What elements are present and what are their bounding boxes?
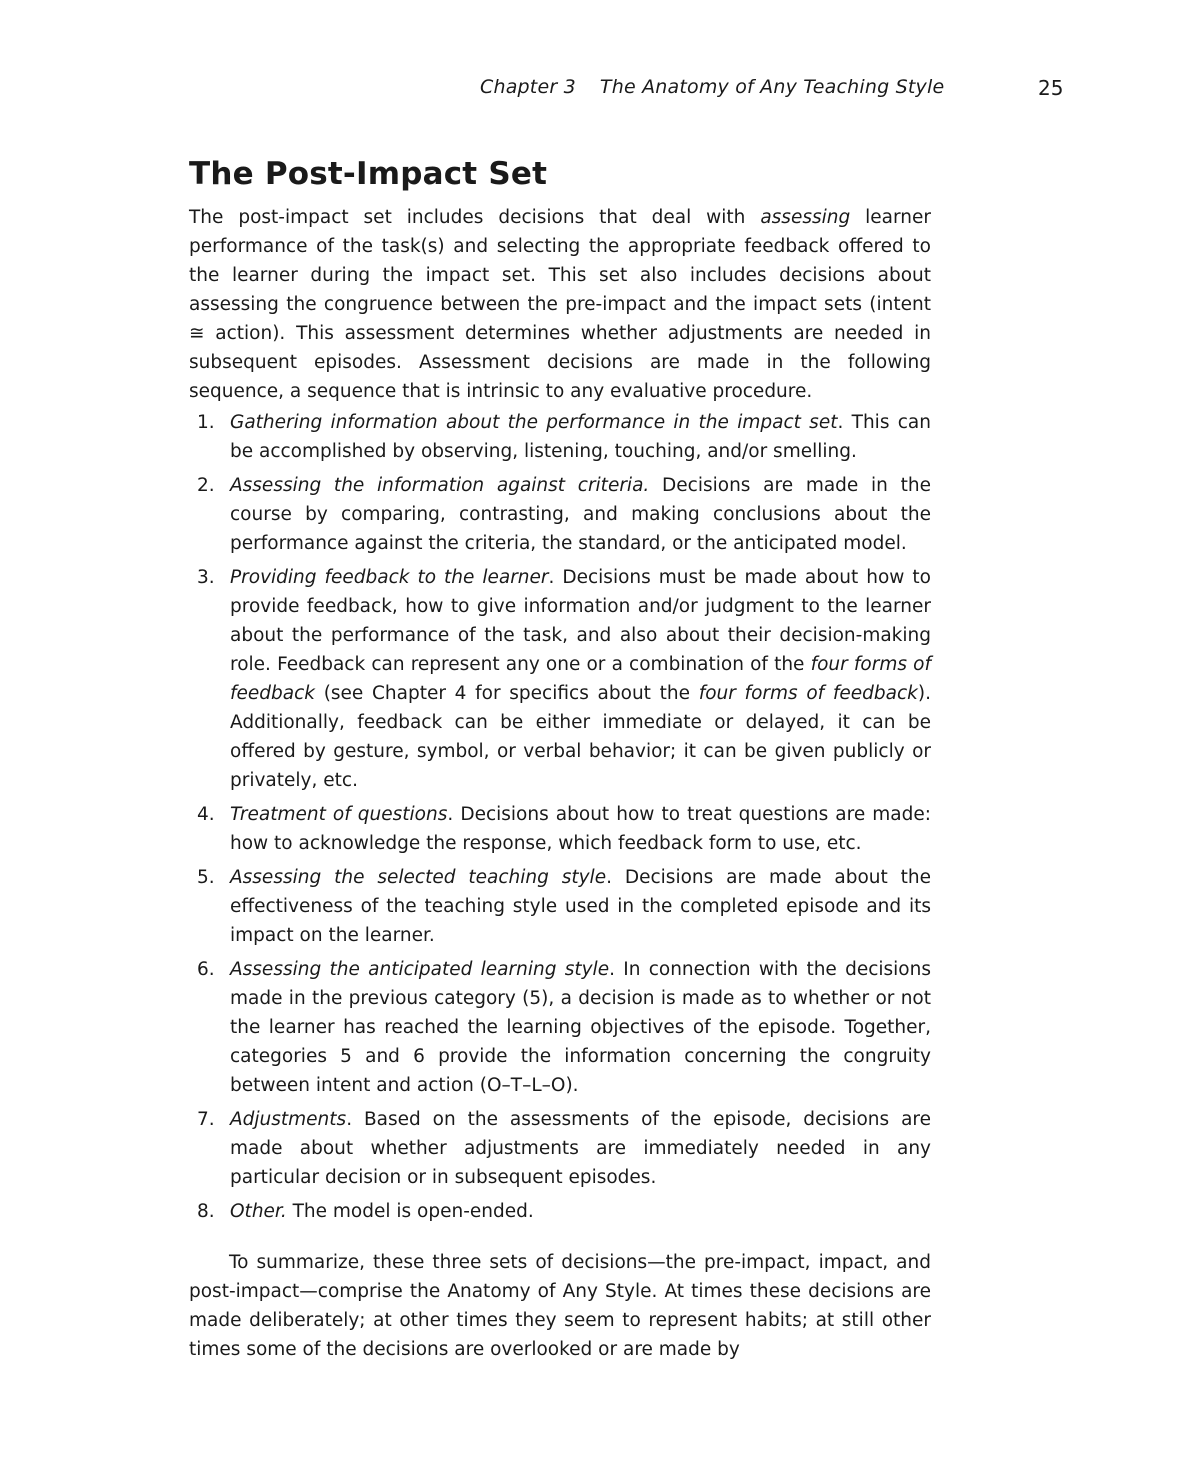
chapter-label: Chapter 3 <box>480 76 576 98</box>
list-item-text: . Based on the assessments of the episode, decisions are made about whether adjustments are immediately needed in any particular decision or in subsequent episodes. <box>230 1109 931 1188</box>
summary-paragraph: To summarize, these three sets of decisions—the pre-impact, impact, and post-impact—comprise the Anatomy of Any Style. At times these decisions are made deliberately; at other times they seem to represent habits; at still other times some of the decisions are overlooked or are made by <box>189 1252 931 1360</box>
list-number: 4. <box>197 804 215 825</box>
list-item-text: . Decisions are made about the effectiveness of the teaching style used in the completed episode and its impact on the learner. <box>230 867 932 946</box>
decision-list <box>189 408 931 1226</box>
list-number: 1. <box>197 412 215 433</box>
list-item-text: ). Additionally, feedback can be either immediate or delayed, it can be offered by gesture, symbol, or verbal behavior; it can be given publicly or privately, etc. <box>230 683 931 791</box>
list-item <box>189 955 931 1100</box>
list-number: 7. <box>197 1109 215 1130</box>
body-text <box>189 203 931 1364</box>
intro-emphasis: assessing <box>760 207 851 228</box>
list-item-text: The model is open-ended. <box>286 1201 534 1222</box>
list-item <box>189 471 931 558</box>
list-item-text: (see Chapter 4 for specifics about the <box>314 683 699 704</box>
list-number: 8. <box>197 1201 215 1222</box>
list-item-lead: Other. <box>230 1201 287 1222</box>
list-item <box>189 1197 931 1226</box>
list-item <box>189 800 931 858</box>
intro-text-1: The post-impact set includes decisions that deal with <box>189 207 761 228</box>
chapter-title: The Anatomy of Any Teaching Style <box>599 76 945 98</box>
list-item <box>189 408 931 466</box>
list-item <box>189 1105 931 1192</box>
list-item-lead: Gathering information about the performance in the impact set <box>230 412 838 433</box>
list-number: 3. <box>197 567 215 588</box>
list-item-emphasis: four forms of feedback <box>698 683 918 704</box>
list-number: 6. <box>197 959 215 980</box>
section-title: The Post-Impact Set <box>189 156 548 192</box>
intro-paragraph <box>189 203 931 406</box>
list-item-lead: Treatment of questions <box>230 804 448 825</box>
list-item-lead: Adjustments <box>230 1109 347 1130</box>
list-number: 5. <box>197 867 215 888</box>
list-item-lead: Assessing the anticipated learning style <box>230 959 610 980</box>
list-item <box>189 563 931 795</box>
list-item-lead: Providing feedback to the learner <box>230 567 549 588</box>
page-number: 25 <box>1038 76 1064 100</box>
list-item-emphasis: four forms of feedback <box>230 654 931 704</box>
list-item-text: Decisions are made in the course by comparing, contrasting, and making conclusions about the performance against the criteria, the standard, or the anticipated model. <box>230 475 931 554</box>
list-item-lead: Assessing the information against criteria. <box>230 475 650 496</box>
list-item-text: . Decisions about how to treat questions are made: how to acknowledge the response, which feedback form to use, etc. <box>230 804 931 854</box>
running-head <box>480 76 944 98</box>
intro-text-2: learner performance of the task(s) and selecting the appropriate feedback offered to the learner during the impact set. This set also includes decisions about assessing the congruence between the pre-impact and the impact sets (intent ≅ action). This assessment determines whether adjustments are needed in subsequent episodes. Assessment decisions are made in the following sequence, a sequence that is intrinsic to any evaluative procedure. <box>189 207 931 402</box>
list-number: 2. <box>197 475 215 496</box>
list-item-text: . Decisions must be made about how to provide feedback, how to give information and/or judgment to the learner about the performance of the task, and also about their decision-making role. Feedback can represent any one or a combination of the <box>230 567 931 675</box>
list-item-text: . This can be accomplished by observing, listening, touching, and/or smelling. <box>230 412 931 462</box>
list-item-text: . In connection with the decisions made in the previous category (5), a decision is made as to whether or not the learner has reached the learning objectives of the episode. Together, categories 5 and 6 provide the information concerning the congruity between intent and action (O–T–L–O). <box>230 959 931 1096</box>
list-item-lead: Assessing the selected teaching style <box>230 867 607 888</box>
list-item <box>189 863 931 950</box>
